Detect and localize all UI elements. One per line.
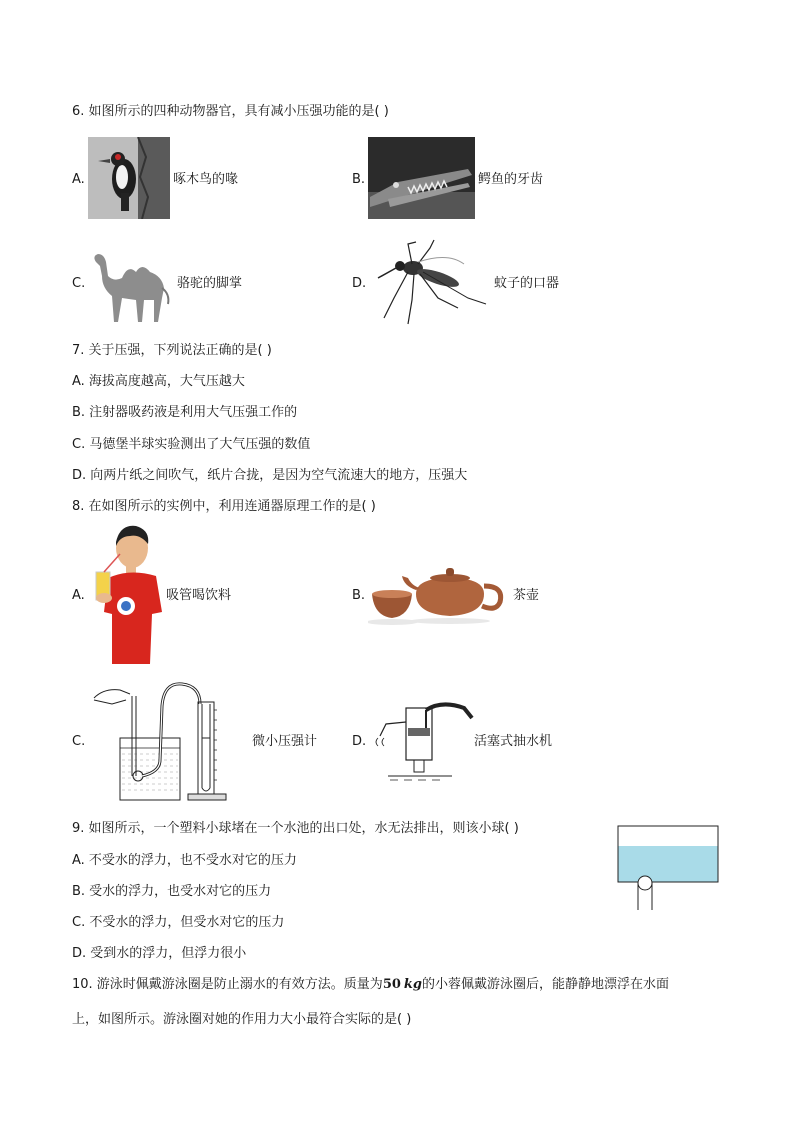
q8-option-b-caption: 茶壶 [513, 588, 540, 603]
q7-option-c: C. 马德堡半球实验测出了大气压强的数值 [72, 437, 311, 452]
q6-option-d-caption: 蚊子的口器 [494, 276, 560, 291]
q8-option-d-label: D. [352, 734, 367, 749]
q10-mass-unit: kg [403, 977, 423, 992]
q8-option-b-label: B. [352, 588, 366, 603]
q9-option-a: A. 不受水的浮力，也不受水对它的压力 [72, 853, 297, 868]
camel-image [88, 242, 176, 324]
q6-option-a-caption: 啄木鸟的喙 [173, 172, 239, 187]
teapot-image [368, 564, 510, 626]
q8-option-d-caption: 活塞式抽水机 [474, 734, 553, 749]
boy-with-straw-image [90, 522, 166, 664]
q8-option-c-label: C. [72, 734, 86, 749]
q7-stem: 7. 关于压强，下列说法正确的是( ) [72, 343, 272, 358]
q6-option-b-caption: 鳄鱼的牙齿 [478, 172, 544, 187]
q6-option-d-label: D. [352, 276, 367, 291]
q8-option-a-caption: 吸管喝饮料 [166, 588, 232, 603]
q8-stem: 8. 在如图所示的实例中，利用连通器原理工作的是( ) [72, 499, 376, 514]
q10-line1-after: 的小蓉佩戴游泳圈后，能静静地漂浮在水面 [422, 977, 670, 992]
q8-option-a-label: A. [72, 588, 85, 603]
q9-option-b: B. 受水的浮力，也受水对它的压力 [72, 884, 272, 899]
piston-pump-diagram [368, 692, 474, 782]
q10-line1 [72, 976, 669, 994]
q6-option-b-label: B. [352, 172, 366, 187]
q10-line1-before: 10. 游泳时佩戴游泳圈是防止溺水的有效方法。质量为 [72, 977, 383, 992]
q7-option-b: B. 注射器吸药液是利用大气压强工作的 [72, 405, 298, 420]
pressure-gauge-diagram [90, 676, 240, 806]
q9-option-c: C. 不受水的浮力，但受水对它的压力 [72, 915, 285, 930]
q10-mass-value: 50 [382, 977, 401, 992]
q10-line2: 上，如图所示。游泳圈对她的作用力大小最符合实际的是( ) [72, 1012, 412, 1027]
q9-option-d: D. 受到水的浮力，但浮力很小 [72, 946, 247, 961]
water-tank-diagram [614, 824, 722, 914]
q6-option-c-caption: 骆驼的脚掌 [177, 276, 243, 291]
q9-stem: 9. 如图所示，一个塑料小球堵在一个水池的出口处，水无法排出，则该小球( ) [72, 821, 519, 836]
q6-option-c-label: C. [72, 276, 86, 291]
q6-stem: 6. 如图所示的四种动物器官，具有减小压强功能的是( ) [72, 104, 389, 119]
q7-option-d: D. 向两片纸之间吹气，纸片合拢，是因为空气流速大的地方，压强大 [72, 468, 468, 483]
q7-option-a: A. 海拔高度越高，大气压越大 [72, 374, 245, 389]
crocodile-image [368, 137, 475, 219]
woodpecker-image [88, 137, 170, 219]
q6-option-a-label: A. [72, 172, 85, 187]
mosquito-image [368, 238, 490, 326]
q8-option-c-caption: 微小压强计 [252, 734, 318, 749]
